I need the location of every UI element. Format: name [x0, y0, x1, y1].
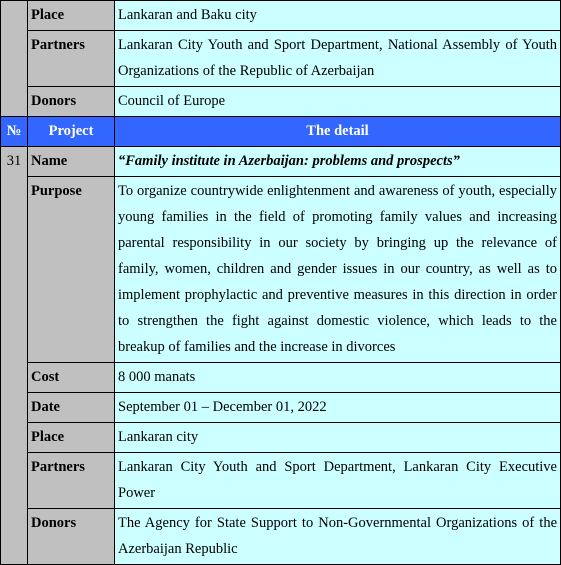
table-row — [1, 393, 561, 423]
table-row — [1, 1, 561, 31]
header-detail: The detail — [115, 117, 561, 147]
row-label: Place — [28, 423, 115, 453]
row-value: Lankaran City Youth and Sport Department, Lankaran City Executive Power — [115, 453, 561, 509]
table-row — [1, 423, 561, 453]
row-label: Partners — [28, 31, 115, 87]
row-value — [115, 147, 561, 177]
header-number: № — [1, 117, 28, 147]
row-label: Place — [28, 1, 115, 31]
table-row — [1, 177, 561, 363]
table-row — [1, 31, 561, 87]
row-value: The Agency for State Support to Non-Governmental Organizations of the Azerbaijan Republic — [115, 509, 561, 565]
table-row — [1, 87, 561, 117]
row-value: Lankaran and Baku city — [115, 1, 561, 31]
table-header-row — [1, 117, 561, 147]
row-label: Name — [28, 147, 115, 177]
table-row — [1, 363, 561, 393]
row-label: Purpose — [28, 177, 115, 363]
table-row — [1, 147, 561, 177]
row-label: Donors — [28, 87, 115, 117]
header-project: Project — [28, 117, 115, 147]
row-value: September 01 – December 01, 2022 — [115, 393, 561, 423]
prev-number-cell — [1, 1, 28, 117]
row-label: Cost — [28, 363, 115, 393]
row-label: Partners — [28, 453, 115, 509]
row-value: 8 000 manats — [115, 363, 561, 393]
table-row — [1, 509, 561, 565]
project-name: “Family institute in Azerbaijan: problems and prospects” — [118, 153, 460, 169]
project-number: 31 — [1, 147, 28, 565]
row-value: Council of Europe — [115, 87, 561, 117]
row-label: Donors — [28, 509, 115, 565]
row-value: Lankaran city — [115, 423, 561, 453]
row-value: To organize countrywide enlightenment and awareness of youth, especially young families in the field of promoting family values and increasing parental responsibility in our society by bringing up the relevance of family, women, children and gender issues in our country, as well as to implement prophylactic and preventive measures in this direction in order to strengthen the fight against domestic violence, which leads to the breakup of families and the increase in divorces — [115, 177, 561, 363]
row-label: Date — [28, 393, 115, 423]
row-value: Lankaran City Youth and Sport Department, National Assembly of Youth Organizations of the Republic of Azerbaijan — [115, 31, 561, 87]
table-row — [1, 453, 561, 509]
